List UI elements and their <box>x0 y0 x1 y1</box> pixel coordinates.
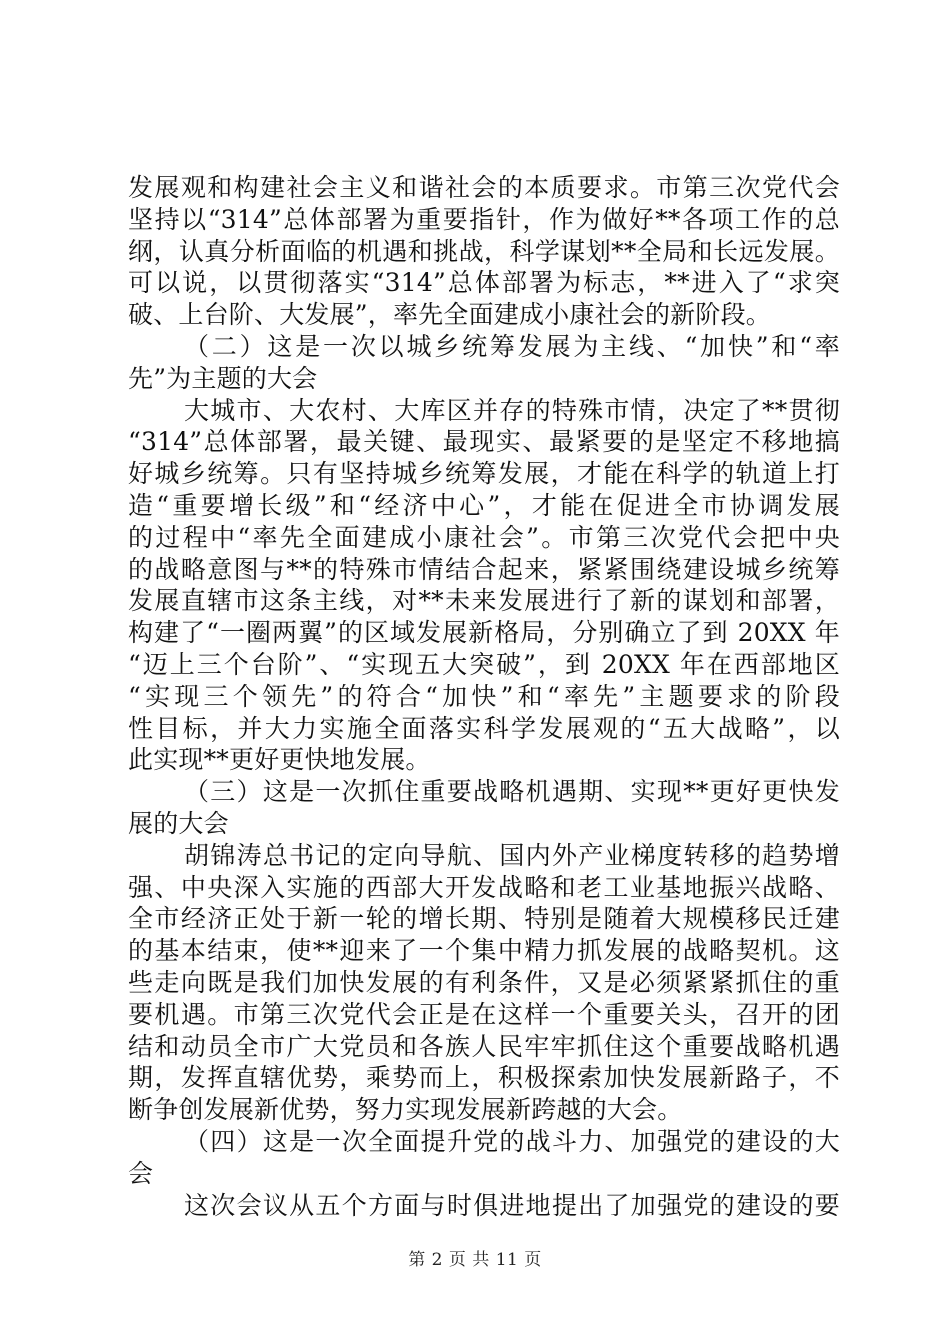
text-line: “314”总体部署，最关键、最现实、最紧要的是坚定不移地搞 <box>128 427 840 457</box>
document-body <box>128 172 840 1221</box>
text-line: 此实现**更好更快地发展。 <box>128 745 431 775</box>
text-line: 全市经济正处于新一轮的增长期、特别是随着大规模移民迁建 <box>128 904 840 934</box>
text-line: “实现三个领先”的符合“加快”和“率先”主题要求的阶段 <box>128 681 840 711</box>
text-line: 造“重要增长级”和“经济中心”，才能在促进全市协调发展 <box>128 490 840 520</box>
text-line: （四）这是一次全面提升党的战斗力、加强党的建设的大 <box>184 1126 840 1156</box>
text-line: “迈上三个台阶”、“实现五大突破”，到 20XX 年在西部地区 <box>128 649 840 679</box>
text-line: 期，发挥直辖优势，乘势而上，积极探索加快发展新路子，不 <box>128 1063 840 1093</box>
text-line: 些走向既是我们加快发展的有利条件，又是必须紧紧抓住的重 <box>128 967 840 997</box>
text-line: 的过程中“率先全面建成小康社会”。市第三次党代会把中央 <box>128 522 840 552</box>
text-line: （三）这是一次抓住重要战略机遇期、实现**更好更快发 <box>184 777 840 807</box>
text-line: 构建了“一圈两翼”的区域发展新格局，分别确立了到 20XX 年 <box>128 618 840 648</box>
text-line: 结和动员全市广大党员和各族人民牢牢抓住这个重要战略机遇 <box>128 1031 840 1061</box>
text-line: 胡锦涛总书记的定向导航、国内外产业梯度转移的趋势增 <box>184 840 840 870</box>
text-line: 好城乡统筹。只有坚持城乡统筹发展，才能在科学的轨道上打 <box>128 459 840 489</box>
text-line: 性目标，并大力实施全面落实科学发展观的“五大战略”，以 <box>128 713 840 743</box>
text-line: 可以说，以贯彻落实“314”总体部署为标志，**进入了“求突 <box>128 268 840 298</box>
text-line: 会 <box>128 1158 154 1188</box>
page-footer: 第 2 页 共 11 页 <box>408 1250 542 1270</box>
text-line: 发展观和构建社会主义和谐社会的本质要求。市第三次党代会 <box>128 173 840 202</box>
text-line: 强、中央深入实施的西部大开发战略和老工业基地振兴战略、 <box>128 872 840 902</box>
text-line: 要机遇。市第三次党代会正是在这样一个重要关头，召开的团 <box>128 999 840 1029</box>
text-line: 这次会议从五个方面与时俱进地提出了加强党的建设的要 <box>184 1190 840 1220</box>
text-line: 大城市、大农村、大库区并存的特殊市情，决定了**贯彻 <box>184 395 840 425</box>
text-line: 坚持以“314”总体部署为重要指针，作为做好**各项工作的总 <box>128 204 840 234</box>
text-line: 先”为主题的大会 <box>128 363 318 393</box>
text-line: 发展直辖市这条主线，对**未来发展进行了新的谋划和部署， <box>128 586 840 616</box>
text-line: （二）这是一次以城乡统筹发展为主线、“加快”和“率 <box>184 331 840 361</box>
text-line: 的基本结束，使**迎来了一个集中精力抓发展的战略契机。这 <box>128 936 840 966</box>
text-line: 纲，认真分析面临的机遇和挑战，科学谋划**全局和长远发展。 <box>128 236 840 266</box>
text-line: 的战略意图与**的特殊市情结合起来，紧紧围绕建设城乡统筹 <box>128 554 840 584</box>
text-line: 破、上台阶、大发展”，率先全面建成小康社会的新阶段。 <box>128 300 771 330</box>
text-line: 断争创发展新优势，努力实现发展新跨越的大会。 <box>128 1095 683 1125</box>
text-line: 展的大会 <box>128 808 229 838</box>
